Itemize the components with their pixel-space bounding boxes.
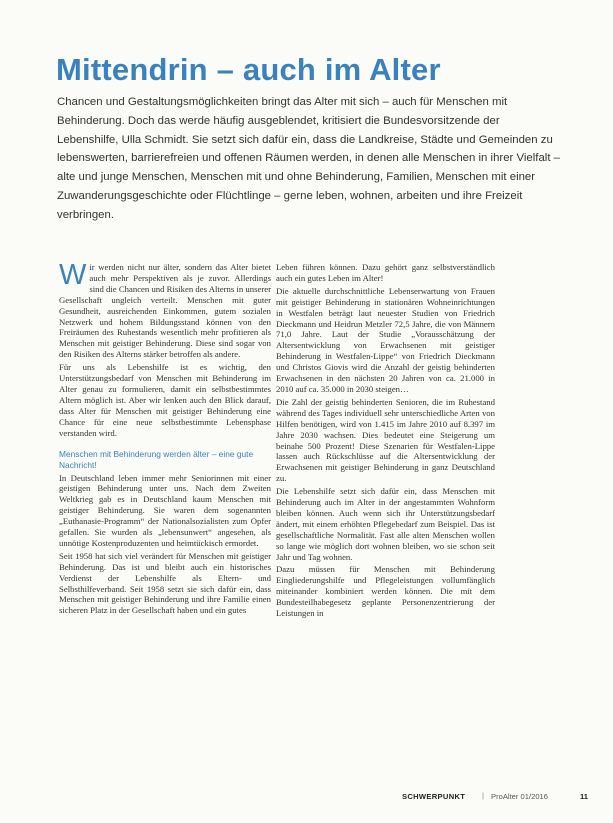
- footer-section-label: SCHWERPUNKT: [402, 792, 466, 801]
- footer-magazine-issue: ProAlter 01/2016: [491, 792, 548, 801]
- paragraph: In Deutschland leben immer mehr Seniorinnen mit einer geistigen Behinderung unter uns. Nach dem Zweiten Weltkrieg gab es in Deutschland kaum Menschen mit geistiger Behinderung. Sie waren dem sogenannten „Euthanasie-Programm“ der Nationalsozialisten zum Opfer gefallen. Sie wurden als „lebensunwert“ angesehen, als unnötige Kostenproduzenten und heimtückisch ermordet.: [59, 472, 271, 548]
- article-title: Mittendrin – auch im Alter: [56, 51, 441, 87]
- page-number: 11: [580, 792, 589, 801]
- article-column-right: [276, 262, 495, 621]
- article-column-left: [59, 259, 271, 618]
- paragraph: Die Zahl der geistig behinderten Senioren, die im Ruhestand während des Tages individuell sehr unterschiedliche Arten von Hilfen benötigen, wird von 1.415 im Jahre 2010 auf 8.397 im Jahre 2030 wachsen. Dies bedeutet eine Steigerung um beinahe 500 Prozent! Diese Szenarien für Westfalen-Lippe lassen auch Rückschlüsse auf die Altersentwicklung der Erwachsenen mit geistiger Behinderung in ganz Deutschland zu.: [276, 396, 495, 484]
- drop-cap: W: [59, 259, 87, 291]
- paragraph: Dazu müssen für Menschen mit Behinderung Eingliederungshilfe und Pflegeleistungen vollumfänglich miteinander kombiniert werden können. Die mit dem Bundesteilhabegesetz geplante Personenzentrierung der Leistungen in: [276, 564, 495, 619]
- paragraph: Leben führen können. Dazu gehört ganz selbstverständlich auch ein gutes Leben im Alter!: [276, 262, 495, 283]
- footer-separator: |: [482, 791, 484, 800]
- paragraph: Die Lebenshilfe setzt sich dafür ein, dass Menschen mit Behinderung auch im Alter in der angestammten Wohnform bleiben können. Auch wenn sich ihr Unterstützungsbedarf ändert, mit einem erhöhten Pflegebedarf zum Beispiel. Das ist gesellschaftliche Normalität. Fast alle alten Menschen wollen so lange wie möglich dort wohnen bleiben, wo sie schon seit Jahr und Tag wohnen.: [276, 486, 495, 562]
- paragraph: Für uns als Lebenshilfe ist es wichtig, den Unterstützungsbedarf von Menschen mit Behinderung im Alter genau zu formulieren, damit ein selbstbestimmtes Altern möglich ist. Aber wir lenken auch den Blick darauf, dass Alter für Menschen mit geistiger Behinderung eine Chance für eine neue selbstbestimmte Lebensphase verstanden wird.: [59, 362, 271, 438]
- article-lead: Chancen und Gestaltungsmöglichkeiten bringt das Alter mit sich – auch für Menschen mit Behinderung. Doch das werde häufig ausgeblendet, kritisiert die Bundesvorsitzende der Lebenshilfe, Ulla Schmidt. Sie setzt sich dafür ein, dass die Landkreise, Städte und Gemeinden zu lebenswerten, barrierefreien und offenen Räumen werden, in denen alle Menschen in ihrer Vielfalt – alte und junge Menschen, Menschen mit und ohne Behinderung, Familien, Menschen mit einer Zuwanderungsgeschichte oder Flüchtlinge – gerne leben, wohnen, arbeiten und ihre Freizeit verbringen.: [57, 96, 560, 221]
- section-subheading: Menschen mit Behinderung werden älter – eine gute Nachricht!: [59, 448, 254, 470]
- page-footer: [402, 792, 613, 806]
- paragraph-intro-text: ir werden nicht nur älter, sondern das Alter bietet auch mehr Perspektiven als je zuvor. Allerdings sind die Chancen und Risiken des Alterns in unserer Gesellschaft ungleich verteilt. Menschen mit guter Gesundheit, ausreichenden Einkommen, gutem sozialen Netzwerk und hohem Bildungsstand können von den Freiräumen des Ruhestands wesentlich mehr profitieren als Menschen mit geistiger Behinderung. Diese sind sogar von den Risiken des Alterns stärker betroffen als andere.: [59, 262, 271, 360]
- paragraph-intro: [59, 259, 271, 360]
- paragraph: Seit 1958 hat sich viel verändert für Menschen mit geistiger Behinderung. Das ist und bleibt auch ein historisches Verdienst der Lebenshilfe als Eltern- und Selbsthilfeverband. Seit 1958 setzt sie sich dafür ein, dass Menschen mit geistiger Behinderung und ihre Familie einen sicheren Platz in der Gesellschaft haben und ein gutes: [59, 550, 271, 616]
- paragraph: Die aktuelle durchschnittliche Lebenserwartung von Frauen mit geistiger Behinderung in stationären Wohneinrichtungen in Westfalen beträgt laut neuester Studien von Friedrich Dieckmann und Heidrun Metzler 72,5 Jahre, die von Männern 71,0 Jahre. Laut der Studie „Vorausschätzung der Altersentwicklung von Erwachsenen mit geistiger Behinderung in Westfalen-Lippe“ von Friedrich Dieckmann und Christos Giovis wird die Anzahl der geistig behinderten Erwachsenen in den nächsten 20 Jahren von ca. 21.000 in 2010 auf ca. 35.000 in 2030 steigen…: [276, 285, 495, 394]
